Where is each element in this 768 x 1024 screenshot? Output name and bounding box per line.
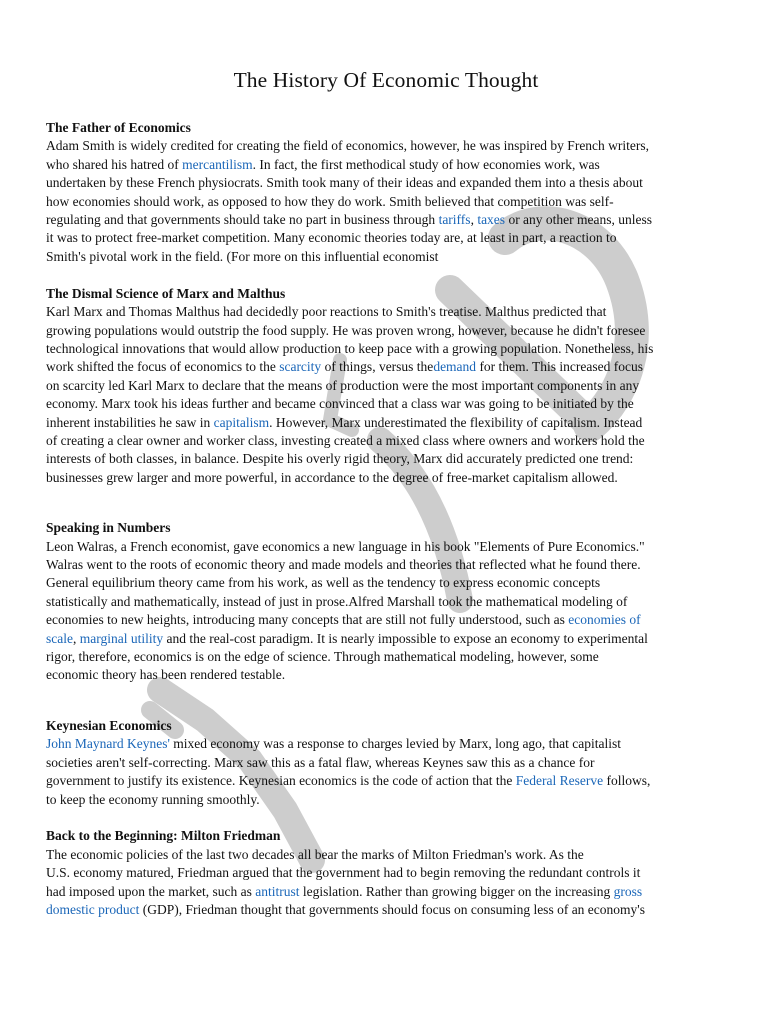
- text-run: regulating and that governments should take no part in business through: [46, 212, 439, 228]
- text-run: U.S. economy matured, Friedman argued that the government had to begin removing the redundant controls it: [46, 865, 641, 881]
- text-run: societies aren't self-correcting. Marx saw this as a fatal flaw, whereas Keynes saw this as a chance for: [46, 754, 595, 770]
- section-spacer: [46, 685, 726, 717]
- text-line: [46, 846, 726, 864]
- inline-link[interactable]: economies of: [568, 612, 641, 628]
- text-line: [46, 754, 726, 772]
- text-run: Karl Marx and Thomas Malthus had decidedly poor reactions to Smith's treatise. Malthus predicted that: [46, 304, 607, 320]
- text-run: work shifted the focus of economics to the: [46, 359, 280, 375]
- text-run: government to justify its existence. Keynesian economics is the code of action that the: [46, 773, 516, 789]
- text-line: [46, 248, 726, 266]
- document-page: [46, 66, 726, 919]
- text-line: [46, 556, 726, 574]
- text-line: [46, 229, 726, 247]
- text-line: [46, 174, 726, 192]
- text-run: for them. This increased focus: [476, 359, 644, 375]
- inline-link[interactable]: antitrust: [255, 883, 300, 899]
- text-line: [46, 303, 726, 321]
- text-run: statistically and mathematically, instead of just in prose.Alfred Marshall took the mathematical modeling of: [46, 593, 628, 609]
- text-run: businesses grew larger and more powerful, in accordance to the degree of free-market capitalism allowed.: [46, 469, 618, 485]
- section: [46, 119, 726, 266]
- inline-link[interactable]: tariffs: [438, 212, 471, 228]
- text-run: to keep the economy running smoothly.: [46, 791, 260, 807]
- text-line: [46, 211, 726, 229]
- text-run: ,: [72, 630, 80, 646]
- text-run: Walras went to the roots of economic theory and made models and theories that reflected what he found there.: [46, 557, 641, 573]
- section-paragraph: [46, 846, 726, 920]
- text-run: of things, versus the: [321, 359, 434, 375]
- text-line: [46, 630, 726, 648]
- text-run: who shared his hatred of: [46, 156, 183, 172]
- inline-link[interactable]: mercantilism: [182, 156, 253, 172]
- text-run: economies to new heights, introducing many concepts that are still not fully understood, such as: [46, 612, 569, 628]
- section-paragraph: [46, 303, 726, 487]
- text-run: it was to protect free-market competition. Many economic theories today are, at least in part, a reaction to: [46, 230, 617, 246]
- text-run: on scarcity led Karl Marx to declare that the means of production were the most important components in any: [46, 377, 640, 393]
- section-heading: Back to the Beginning: Milton Friedman: [46, 828, 281, 844]
- text-line: [46, 395, 726, 413]
- inline-link[interactable]: capitalism: [213, 414, 270, 430]
- section: [46, 717, 726, 809]
- text-line: [46, 340, 726, 358]
- text-run: economy. Marx took his ideas further and became convinced that a class war was going to be initiated by the: [46, 396, 634, 412]
- inline-link[interactable]: Federal Reserve: [515, 773, 604, 789]
- text-run: of creating a clear owner and worker class, investing created a mixed class where owners and workers hold the: [46, 433, 645, 448]
- text-line: [46, 538, 726, 556]
- text-line: [46, 469, 726, 487]
- text-run: Leon Walras, a French economist, gave economics a new language in his book "Elements of Pure Economics.": [46, 538, 645, 554]
- text-run: technological innovations that would allow production to keep pace with a growing population. Nonetheless, his: [46, 340, 654, 356]
- text-line: [46, 450, 726, 468]
- inline-link[interactable]: marginal utility: [79, 630, 164, 646]
- text-line: [46, 901, 726, 919]
- text-line: [46, 772, 726, 790]
- text-run: economic theory has been rendered testable.: [46, 667, 286, 683]
- text-line: [46, 193, 726, 211]
- section-heading: The Dismal Science of Marx and Malthus: [46, 285, 286, 301]
- text-line: [46, 735, 726, 753]
- text-line: [46, 322, 726, 340]
- inline-link[interactable]: scarcity: [279, 359, 322, 375]
- text-line: [46, 864, 726, 882]
- document-title: The History Of Economic Thought: [233, 68, 539, 92]
- text-line: [46, 156, 726, 174]
- section-heading: Keynesian Economics: [46, 717, 172, 733]
- text-run: interests of both classes, in balance. Despite his overly rigid theory, Marx did accurately predicted one trend:: [46, 451, 634, 467]
- text-run: (GDP), Friedman thought that governments should focus on consuming less of an economy's: [139, 902, 645, 918]
- text-run: ,: [470, 212, 478, 228]
- text-run: General equilibrium theory came from his work, as well as the tendency to express economic concepts: [46, 575, 601, 591]
- inline-link[interactable]: domestic product: [46, 902, 140, 918]
- section: [46, 519, 726, 685]
- inline-link[interactable]: demand: [433, 359, 477, 375]
- text-line: [46, 137, 726, 155]
- section-paragraph: [46, 137, 726, 266]
- text-line: [46, 611, 726, 629]
- section-heading: The Father of Economics: [46, 120, 191, 135]
- text-line: [46, 432, 726, 450]
- text-run: follows,: [603, 773, 651, 789]
- section-spacer: [46, 809, 726, 828]
- text-line: [46, 593, 726, 611]
- text-line: [46, 377, 726, 395]
- text-run: or any other means, unless: [505, 212, 653, 228]
- text-run: Smith's pivotal work in the field. (For more on this influential economist: [46, 248, 439, 264]
- text-run: . In fact, the first methodical study of how economies work, was: [252, 156, 600, 172]
- text-line: [46, 883, 726, 901]
- text-line: [46, 791, 726, 809]
- section: [46, 285, 726, 487]
- section-heading: Speaking in Numbers: [46, 520, 171, 536]
- inline-link[interactable]: taxes: [477, 212, 506, 228]
- section-spacer: [46, 266, 726, 285]
- text-run: legislation. Rather than growing bigger on the increasing: [299, 883, 614, 899]
- section-paragraph: [46, 538, 726, 685]
- text-run: rigor, therefore, economics is on the edge of science. Through mathematical modeling, however, some: [46, 649, 599, 665]
- text-line: [46, 574, 726, 592]
- inline-link[interactable]: gross: [613, 883, 643, 899]
- text-run: The economic policies of the last two decades all bear the marks of Milton Friedman's work. As the: [46, 846, 584, 862]
- section-spacer: [46, 487, 726, 519]
- text-run: how economies should work, as opposed to how they do work. Smith believed that competition was self-: [46, 193, 614, 209]
- text-run: Adam Smith is widely credited for creating the field of economics, however, he was inspired by French writers,: [46, 138, 650, 154]
- document-body: [46, 119, 726, 919]
- text-line: [46, 666, 726, 684]
- section: [46, 827, 726, 919]
- inline-link[interactable]: scale: [46, 630, 73, 646]
- text-line: [46, 414, 726, 432]
- text-run: and the real-cost paradigm. It is nearly impossible to expose an economy to experimental: [163, 630, 648, 646]
- text-run: growing populations would outstrip the food supply. He was proven wrong, however, because he didn't foresee: [46, 322, 646, 338]
- inline-link[interactable]: John Maynard Keynes': [46, 736, 170, 752]
- section-paragraph: [46, 735, 726, 809]
- text-run: . However, Marx underestimated the flexibility of capitalism. Instead: [269, 414, 643, 430]
- text-line: [46, 648, 726, 666]
- text-run: inherent instabilities he saw in: [46, 414, 214, 430]
- text-line: [46, 358, 726, 376]
- text-run: undertaken by these French physiocrats. Smith took many of their ideas and expanded them into a thesis about: [46, 175, 643, 191]
- text-run: mixed economy was a response to charges levied by Marx, long ago, that capitalist: [169, 736, 622, 752]
- text-run: had imposed upon the market, such as: [46, 883, 256, 899]
